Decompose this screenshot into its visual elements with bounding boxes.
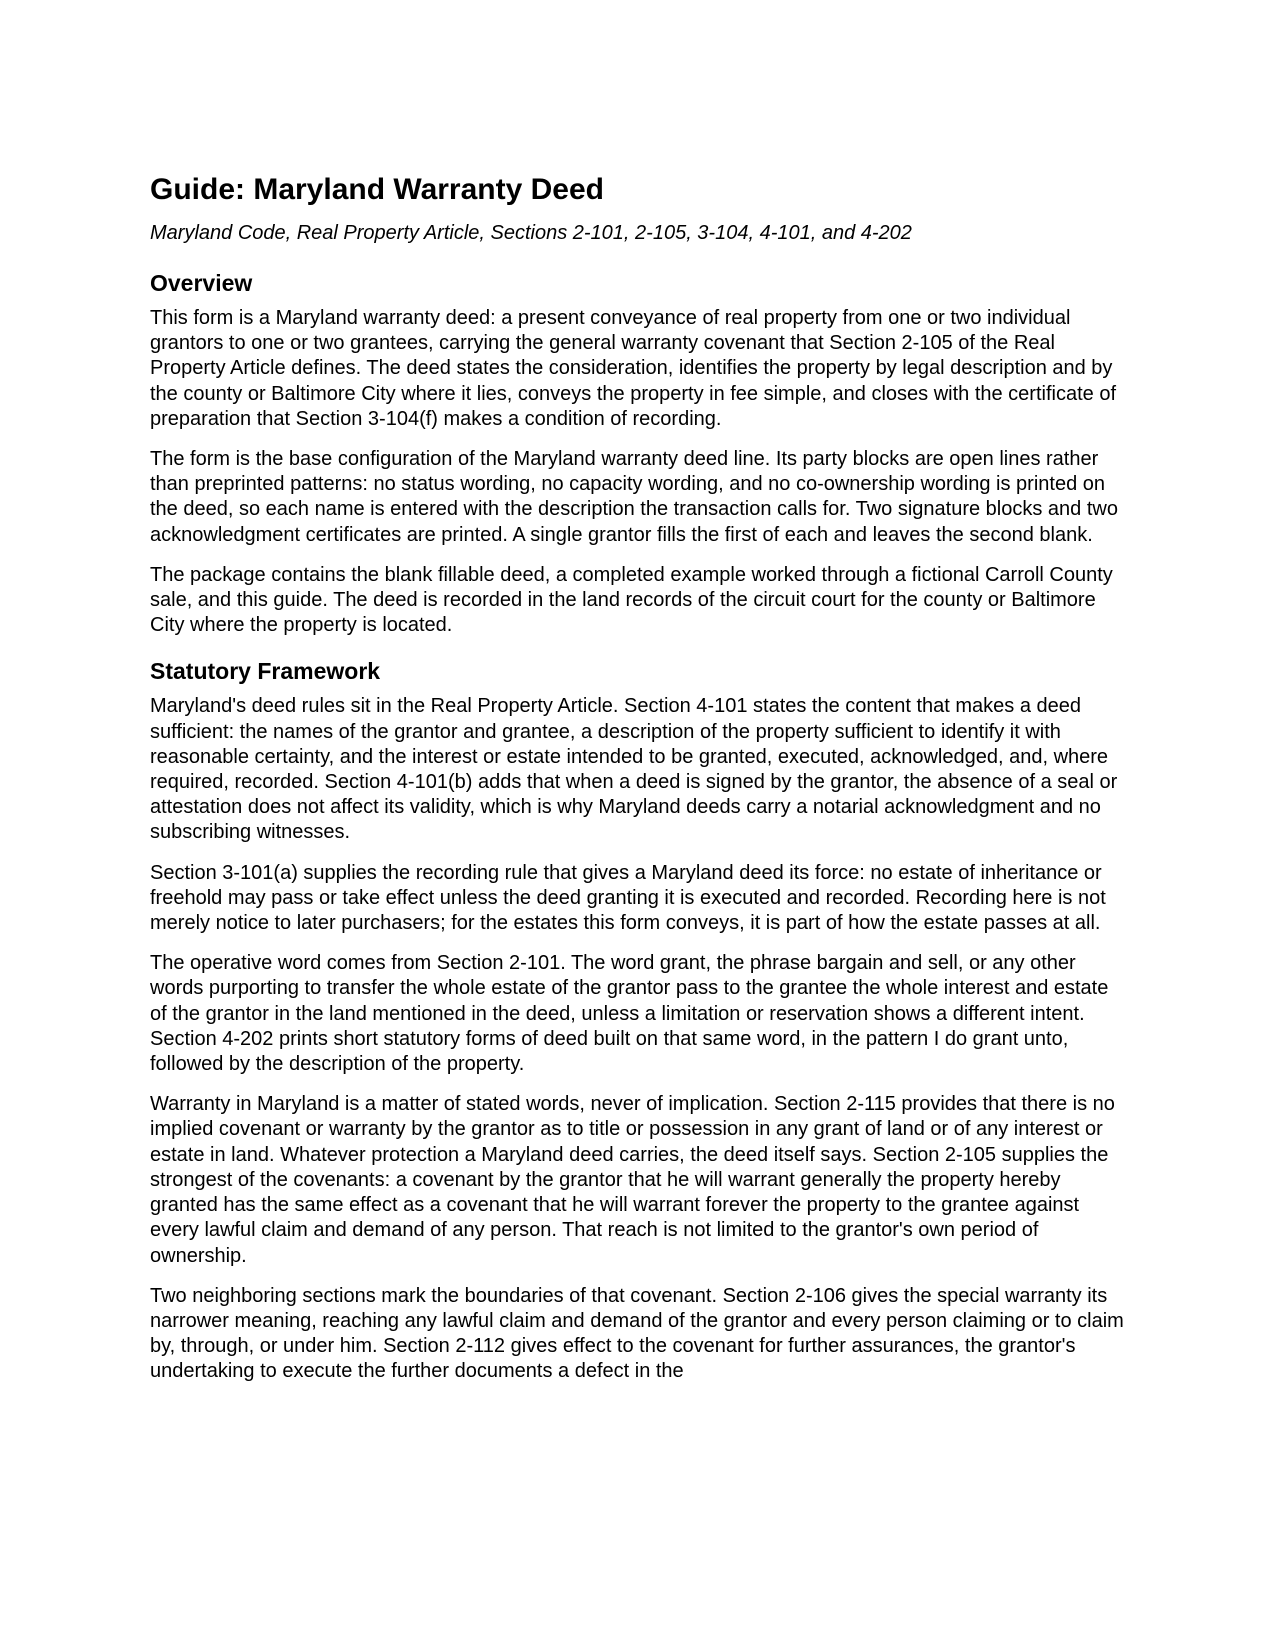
section-heading-statutory-framework: Statutory Framework — [150, 658, 381, 685]
paragraph: The package contains the blank fillable deed, a completed example worked through a fictional Carroll County sale, and this guide. The deed is recorded in the land records of the circuit court for the county or Baltimore City where the property is located. — [150, 563, 1113, 637]
section-heading-overview: Overview — [150, 270, 253, 296]
paragraph: This form is a Maryland warranty deed: a present conveyance of real property from one or two individual grantors to one or two grantees, carrying the general warranty covenant that Section 2-105 of the Real Property Article defines. The deed states the consideration, identifies the property by legal description and by the county or Baltimore City where it lies, conveys the property in fee simple, and closes with the certificate of preparation that Section 3-104(f) makes a condition of recording. — [150, 307, 1116, 430]
paragraph: Section 3-101(a) supplies the recording rule that gives a Maryland deed its force: no estate of inheritance or freehold may pass or take effect unless the deed granting it is executed and recorded. Recording here is not merely notice to later purchasers; for the estates this form conveys, it is part of how the estate passes at all. — [150, 861, 1106, 935]
paragraph: The operative word comes from Section 2-101. The word grant, the phrase bargain and sell, or any other words purporting to transfer the whole estate of the grantor pass to the grantee the whole interest and estate of the grantor in the land mentioned in the deed, unless a limitation or reservation shows a different intent. Section 4-202 prints short statutory forms of deed built on that same word, in the pattern I do grant unto, followed by the description of the property. — [150, 952, 1109, 1076]
paragraph: The form is the base configuration of the Maryland warranty deed line. Its party blocks are open lines rather than preprinted patterns: no status wording, no capacity wording, and no co-ownership wording is printed on the deed, so each name is entered with the description the transaction calls for. Two signature blocks and two acknowledgment certificates are printed. A single grantor fills the first of each and leaves the second blank. — [150, 448, 1118, 546]
document-page — [150, 171, 1130, 1385]
paragraph: Two neighboring sections mark the boundaries of that covenant. Section 2-106 gives the special warranty its narrower meaning, reaching any lawful claim and demand of the grantor and every person claiming or to claim by, through, or under him. Section 2-112 gives effect to the covenant for further assurances, the grantor's undertaking to execute the further documents a defect in the — [150, 1284, 1124, 1383]
document-subtitle: Maryland Code, Real Property Article, Sections 2-101, 2-105, 3-104, 4-101, and 4-202 — [150, 222, 912, 244]
paragraph: Maryland's deed rules sit in the Real Property Article. Section 4-101 states the content that makes a deed sufficient: the names of the grantor and grantee, a description of the property sufficient to identify it with reasonable certainty, and the interest or estate intended to be granted, executed, acknowledged, and, where required, recorded. Section 4-101(b) adds that when a deed is signed by the grantor, the absence of a seal or attestation does not affect its validity, which is why Maryland deeds carry a notarial acknowledgment and no subscribing witnesses. — [150, 695, 1118, 844]
paragraph: Warranty in Maryland is a matter of stated words, never of implication. Section 2-115 provides that there is no implied covenant or warranty by the grantor as to title or possession in any grant of land or of any interest or estate in land. Whatever protection a Maryland deed carries, the deed itself says. Section 2-105 supplies the strongest of the covenants: a covenant by the grantor that he will warrant generally the property hereby granted has the same effect as a covenant that he will warrant forever the property to the grantee against every lawful claim and demand of any person. That reach is not limited to the grantor's own period of ownership. — [150, 1093, 1115, 1267]
document-title: Guide: Maryland Warranty Deed — [150, 173, 604, 206]
